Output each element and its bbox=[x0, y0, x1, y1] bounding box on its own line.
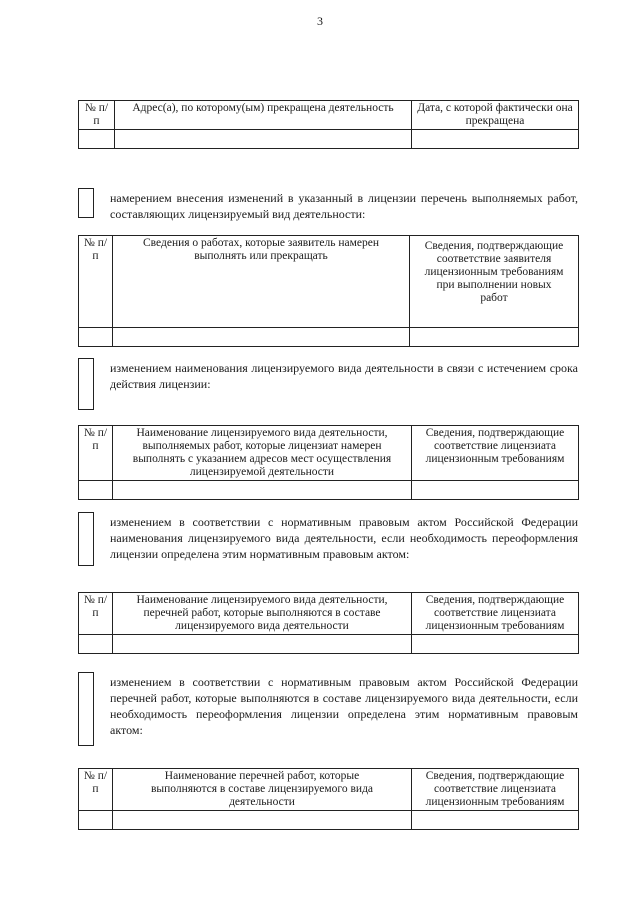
column-header-number: № п/п bbox=[79, 236, 113, 328]
name-change-expiry-text: изменением наименования лицензируемого вида деятельности в связи с истечением срока действия лицензии: bbox=[110, 361, 578, 391]
table-header-row bbox=[79, 101, 579, 130]
table-cell[interactable] bbox=[79, 811, 113, 830]
table-cell[interactable] bbox=[115, 130, 412, 149]
column-header-date: Дата, с которой фактически она прекращена bbox=[412, 101, 579, 130]
table-cell[interactable] bbox=[410, 328, 579, 347]
column-header-compliance: Сведения, подтверждающие соответствие лицензиата лицензионным требованиям bbox=[412, 593, 579, 635]
table-header-row bbox=[79, 769, 579, 811]
table-cell[interactable] bbox=[79, 481, 113, 500]
table-cell[interactable] bbox=[412, 635, 579, 654]
works-lists-table bbox=[78, 768, 579, 830]
table-row bbox=[79, 811, 579, 830]
table-row bbox=[79, 130, 579, 149]
column-header-number: № п/п bbox=[79, 426, 113, 481]
works-list-change-text: намерением внесения изменений в указанный в лицензии перечень выполняемых работ, составляющих лицензируемый вид деятельности: bbox=[110, 191, 578, 221]
table-cell[interactable] bbox=[412, 481, 579, 500]
column-header-works-lists: Наименование перечней работ, которые выполняются в составе лицензируемого вида деятельности bbox=[113, 769, 412, 811]
column-header-compliance: Сведения, подтверждающие соответствие лицензиата лицензионным требованиям bbox=[412, 769, 579, 811]
column-header-number: № п/п bbox=[79, 769, 113, 811]
table-cell[interactable] bbox=[113, 328, 410, 347]
column-header-number: № п/п bbox=[79, 101, 115, 130]
table-row bbox=[79, 635, 579, 654]
column-header-works: Сведения о работах, которые заявитель намерен выполнять или прекращать bbox=[113, 236, 410, 328]
column-header-activity-name: Наименование лицензируемого вида деятельности, перечней работ, которые выполняются в составе лицензируемого вида деятельности bbox=[113, 593, 412, 635]
table-row bbox=[79, 481, 579, 500]
name-change-regulation-text: изменением в соответствии с нормативным правовым актом Российской Федерации наименования лицензируемого вида деятельности, если необходимость переоформления лицензии определена этим нормативным правовым актом: bbox=[110, 515, 578, 561]
table-cell[interactable] bbox=[79, 328, 113, 347]
table-row bbox=[79, 328, 579, 347]
column-header-address: Адрес(а), по которому(ым) прекращена деятельность bbox=[115, 101, 412, 130]
table-cell[interactable] bbox=[113, 811, 412, 830]
table-header-row bbox=[79, 593, 579, 635]
works-info-table bbox=[78, 235, 579, 347]
terminated-activity-table bbox=[78, 100, 579, 149]
column-header-number: № п/п bbox=[79, 593, 113, 635]
name-change-regulation-checkbox[interactable] bbox=[78, 512, 94, 566]
name-change-expiry-checkbox[interactable] bbox=[78, 358, 94, 410]
table-cell[interactable] bbox=[113, 481, 412, 500]
page-number: 3 bbox=[317, 14, 323, 28]
table-cell[interactable] bbox=[113, 635, 412, 654]
table-cell[interactable] bbox=[412, 811, 579, 830]
column-header-activity-name: Наименование лицензируемого вида деятельности, выполняемых работ, которые лицензиат намерен выполнять с указанием адресов мест осуществления лицензируемой деятельности bbox=[113, 426, 412, 481]
works-lists-change-regulation-checkbox[interactable] bbox=[78, 672, 94, 746]
table-cell[interactable] bbox=[412, 130, 579, 149]
table-header-row bbox=[79, 426, 579, 481]
table-cell[interactable] bbox=[79, 635, 113, 654]
table-cell[interactable] bbox=[79, 130, 115, 149]
column-header-compliance: Сведения, подтверждающие соответствие лицензиата лицензионным требованиям bbox=[412, 426, 579, 481]
activity-works-lists-table bbox=[78, 592, 579, 654]
works-list-change-checkbox[interactable] bbox=[78, 188, 94, 218]
activity-name-addresses-table bbox=[78, 425, 579, 500]
column-header-compliance: Сведения, подтверждающие соответствие заявителя лицензионным требованиям при выполнении новых работ bbox=[410, 236, 579, 328]
table-header-row bbox=[79, 236, 579, 328]
works-lists-change-regulation-text: изменением в соответствии с нормативным правовым актом Российской Федерации перечней работ, которые выполняются в составе лицензируемого вида деятельности, если необходимость переоформления лицензии определена этим нормативным правовым актом: bbox=[110, 675, 578, 737]
